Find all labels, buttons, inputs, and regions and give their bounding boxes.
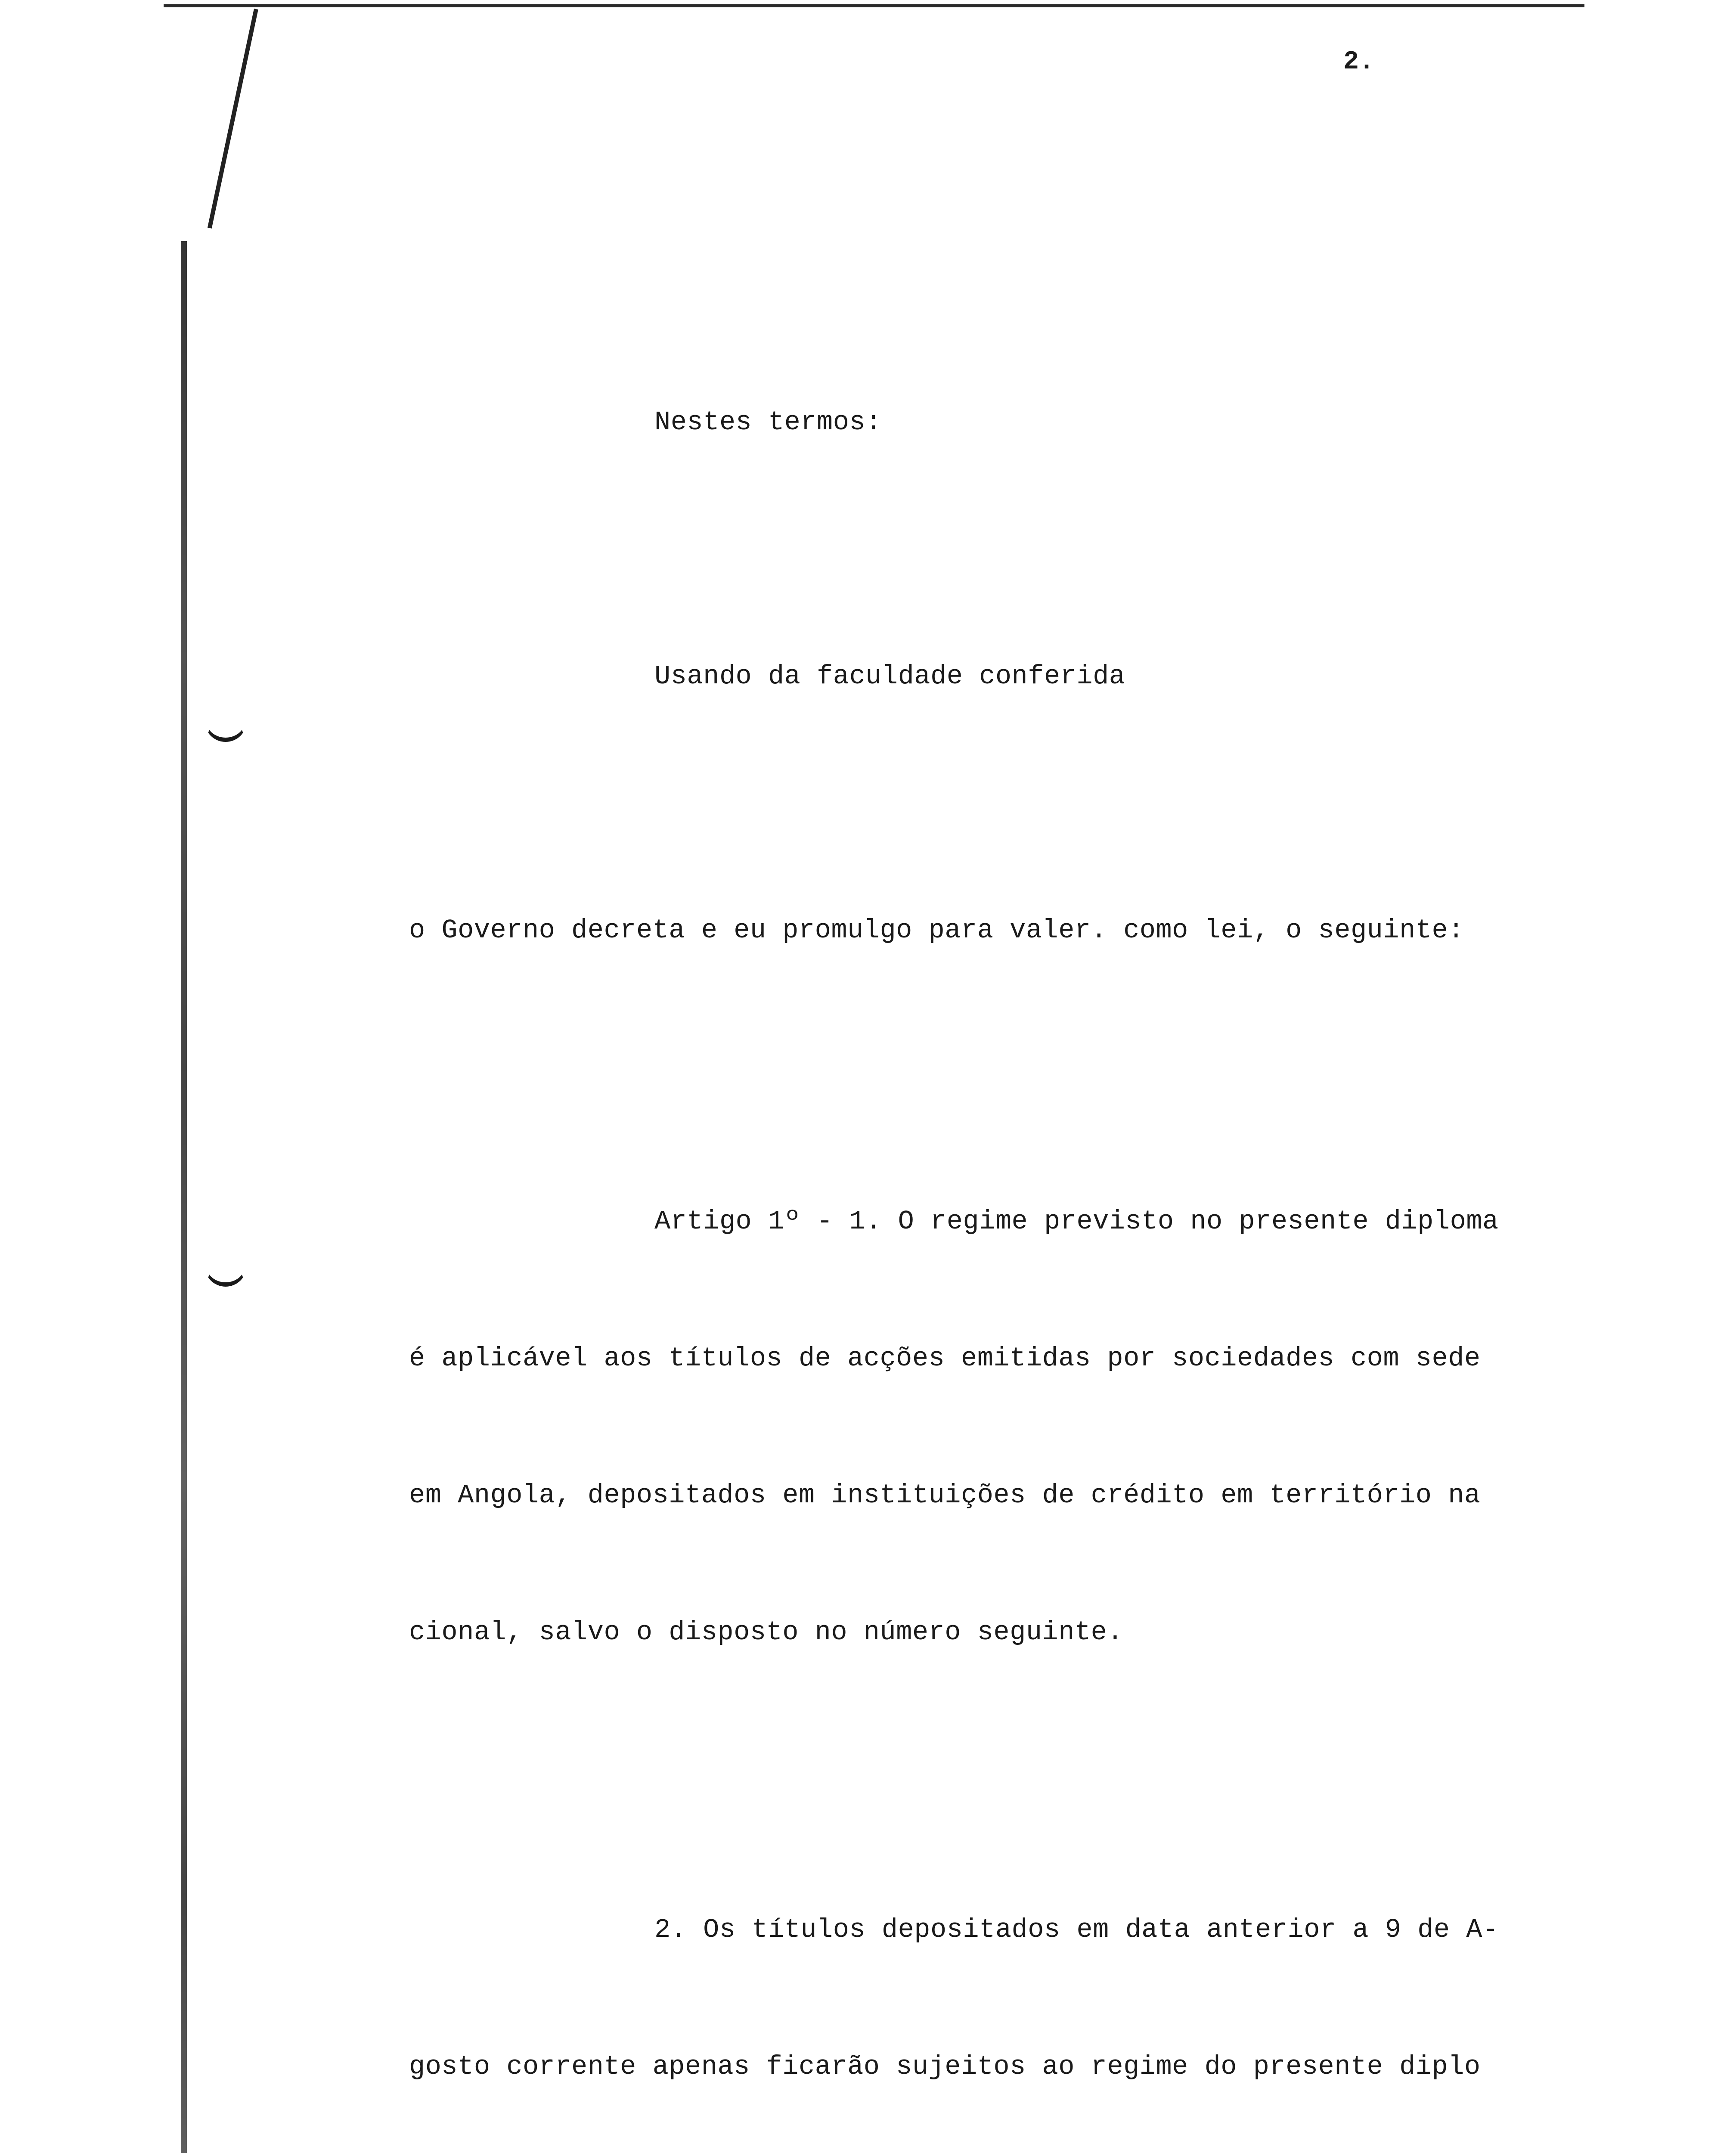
- scan-top-edge: [164, 4, 1584, 7]
- document-body: [409, 263, 1593, 2153]
- intro-line: Nestes termos:: [654, 407, 882, 437]
- margin-mark: [205, 717, 247, 742]
- scan-left-stroke: [208, 9, 258, 229]
- scan-binding-edge: [181, 241, 187, 2153]
- margin-mark: [205, 1262, 247, 1287]
- intro-line: Usando da faculdade conferida: [654, 661, 1125, 692]
- page-number: 2.: [1343, 47, 1375, 77]
- article1-line: em Angola, depositados em instituições de crédito em território na: [409, 1480, 1481, 1511]
- article1-line: cional, salvo o disposto no número seguinte.: [409, 1617, 1124, 1647]
- article1-p2-line: gosto corrente apenas ficarão sujeitos ao regime do presente diplo: [409, 2051, 1481, 2082]
- article1-line: Artigo 1º - 1. O regime previsto no presente diploma: [654, 1206, 1499, 1237]
- article1-line: é aplicável aos títulos de acções emitidas por sociedades com sede: [409, 1343, 1481, 1374]
- intro-line: o Governo decreta e eu promulgo para valer. como lei, o seguinte:: [409, 915, 1464, 946]
- article1-p2-line: 2. Os títulos depositados em data anterior a 9 de A-: [654, 1914, 1499, 1945]
